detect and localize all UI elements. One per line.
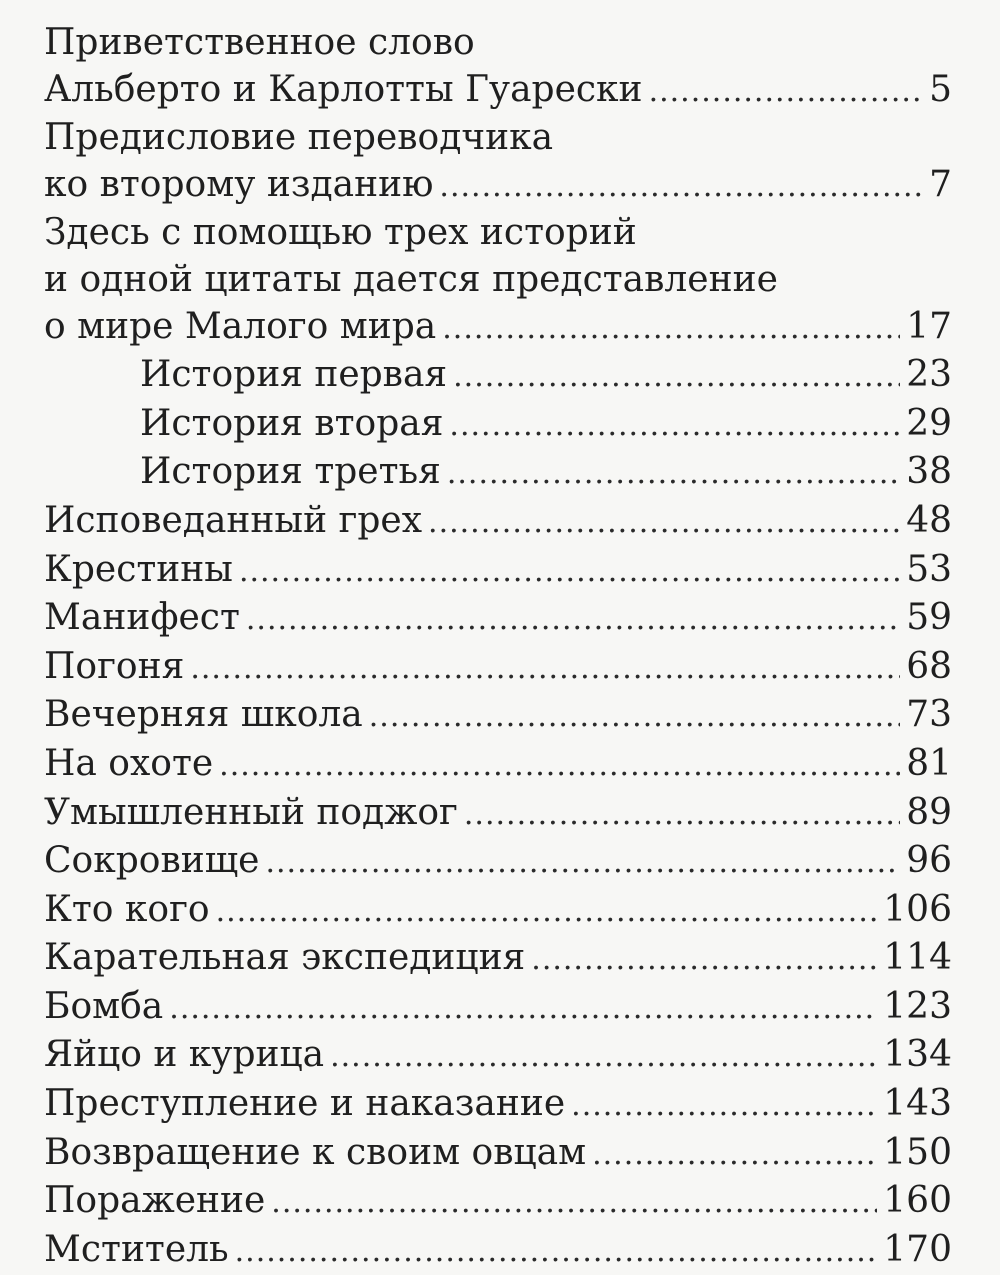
toc-entry-final-line xyxy=(44,162,952,211)
toc-entry-final-line xyxy=(44,1227,952,1275)
toc-entry-title: Крестины xyxy=(44,548,233,590)
toc-entry[interactable] xyxy=(44,935,952,984)
toc-entry-title: Предисловие переводчика xyxy=(44,117,554,159)
toc-entry[interactable] xyxy=(44,1032,952,1081)
toc-entry[interactable] xyxy=(44,741,952,790)
toc-entry-title: Карательная экспедиция xyxy=(44,937,526,979)
toc-page-number: 68 xyxy=(906,645,952,687)
toc-page-number: 38 xyxy=(906,451,952,493)
dot-leader xyxy=(592,1132,877,1179)
toc-entry-title: История вторая xyxy=(140,402,444,444)
toc-entry-title: Преступление и наказание xyxy=(44,1083,566,1125)
toc-page-number: 143 xyxy=(883,1083,952,1125)
dot-leader xyxy=(216,889,878,936)
toc-entry-final-line xyxy=(44,887,952,936)
toc-page-number: 170 xyxy=(883,1228,952,1270)
toc-entry-final-line xyxy=(44,352,952,401)
toc-page-number: 59 xyxy=(906,597,952,639)
toc-page-number: 160 xyxy=(883,1180,952,1222)
toc-page-number: 106 xyxy=(883,888,952,930)
toc-page-number: 5 xyxy=(929,68,952,110)
toc-entry-final-line xyxy=(44,741,952,790)
toc-entry[interactable] xyxy=(44,352,952,401)
toc-entry[interactable] xyxy=(44,595,952,644)
toc-entry-title: Альберто и Карлотты Гуарески xyxy=(44,68,643,110)
toc-entry-final-line xyxy=(44,595,952,644)
dot-leader xyxy=(246,597,900,644)
toc-entry[interactable] xyxy=(44,887,952,936)
toc-page-number: 150 xyxy=(883,1131,952,1173)
toc-entry-title: Умышленный поджог xyxy=(44,791,458,833)
toc-entry-final-line xyxy=(44,67,952,116)
toc-entry-title: о мире Малого мира xyxy=(44,305,437,347)
toc-entry[interactable] xyxy=(44,1081,952,1130)
toc-entry-title: На охоте xyxy=(44,742,214,784)
toc-page-number: 123 xyxy=(883,985,952,1027)
toc-entry-final-line xyxy=(44,644,952,693)
dot-leader xyxy=(571,1083,877,1130)
toc-page-number: 23 xyxy=(906,354,952,396)
toc-entry-final-line xyxy=(44,984,952,1033)
toc-page-number: 73 xyxy=(906,694,952,736)
toc-entry-final-line xyxy=(44,498,952,547)
dot-leader xyxy=(190,646,900,693)
toc-entry-title: ко второму изданию xyxy=(44,163,434,205)
toc-entry[interactable] xyxy=(44,1178,952,1227)
dot-leader xyxy=(428,500,900,547)
toc-entry-final-line xyxy=(44,1081,952,1130)
toc-entry-title: Бомба xyxy=(44,985,164,1027)
toc-entry-title: Возвращение к своим овцам xyxy=(44,1131,587,1173)
toc-page-number: 29 xyxy=(906,402,952,444)
toc-entry-final-line xyxy=(44,935,952,984)
dot-leader xyxy=(439,164,923,211)
toc-entry-final-line xyxy=(44,1130,952,1179)
dot-leader xyxy=(169,986,877,1033)
dot-leader xyxy=(330,1034,877,1081)
dot-leader xyxy=(235,1229,878,1275)
toc-entry-title: Приветственное слово xyxy=(44,22,475,63)
toc-entry-final-line xyxy=(44,449,952,498)
toc-entry-title: Здесь с помощью трех историй xyxy=(44,212,637,254)
toc-entry-title: Вечерняя школа xyxy=(44,694,363,736)
toc-entry-final-line xyxy=(44,547,952,596)
toc-entry[interactable] xyxy=(44,984,952,1033)
toc-entry-line xyxy=(44,20,952,67)
toc-entry-final-line xyxy=(44,692,952,741)
toc-entry[interactable] xyxy=(44,1130,952,1179)
toc-entry-title: Манифест xyxy=(44,597,240,639)
toc-page-number: 96 xyxy=(906,840,952,882)
toc-entry[interactable] xyxy=(44,547,952,596)
dot-leader xyxy=(442,306,900,353)
toc-entry-title: Погоня xyxy=(44,645,185,687)
dot-leader xyxy=(464,792,900,839)
dot-leader xyxy=(239,549,900,596)
dot-leader xyxy=(369,694,900,741)
toc-entry-title: Яйцо и курица xyxy=(44,1034,325,1076)
toc-page-number: 89 xyxy=(906,791,952,833)
dot-leader xyxy=(453,354,900,401)
toc-entry-title: Исповеданный грех xyxy=(44,499,423,541)
toc-entry-final-line xyxy=(44,790,952,839)
toc-entry[interactable] xyxy=(44,790,952,839)
toc-entry-line xyxy=(44,210,952,257)
toc-entry[interactable] xyxy=(44,210,952,352)
dot-leader xyxy=(265,840,900,887)
dot-leader xyxy=(447,451,900,498)
toc-entry[interactable] xyxy=(44,838,952,887)
toc-entry-title: Мститель xyxy=(44,1228,229,1270)
toc-page-number: 114 xyxy=(883,937,952,979)
toc-entry-title: Кто кого xyxy=(44,888,210,930)
toc-entry[interactable] xyxy=(44,644,952,693)
toc-entry-title: История третья xyxy=(140,451,441,493)
toc-entry-line xyxy=(44,115,952,162)
toc-entry[interactable] xyxy=(44,115,952,210)
dot-leader xyxy=(449,403,900,450)
dot-leader xyxy=(649,69,924,116)
toc-entry[interactable] xyxy=(44,401,952,450)
toc-entry-line xyxy=(44,257,952,304)
dot-leader xyxy=(531,937,877,984)
dot-leader xyxy=(271,1180,877,1227)
toc-entry[interactable] xyxy=(44,1227,952,1275)
toc-entry-title: История первая xyxy=(140,354,448,396)
table-of-contents xyxy=(44,20,952,1275)
toc-page-number: 81 xyxy=(906,742,952,784)
toc-entry[interactable] xyxy=(44,498,952,547)
toc-entry-final-line xyxy=(44,838,952,887)
toc-entry-title: и одной цитаты дается представление xyxy=(44,258,778,300)
toc-entry[interactable] xyxy=(44,20,952,115)
toc-entry-final-line xyxy=(44,1178,952,1227)
toc-entry-final-line xyxy=(44,304,952,353)
toc-entry[interactable] xyxy=(44,449,952,498)
toc-page-number: 48 xyxy=(906,499,952,541)
toc-entry-title: Поражение xyxy=(44,1180,266,1222)
toc-entry-final-line xyxy=(44,401,952,450)
dot-leader xyxy=(219,743,900,790)
toc-entry[interactable] xyxy=(44,692,952,741)
toc-page-number: 17 xyxy=(906,305,952,347)
toc-page-number: 7 xyxy=(929,163,952,205)
toc-page-number: 134 xyxy=(883,1034,952,1076)
toc-entry-title: Сокровище xyxy=(44,840,260,882)
toc-page-number: 53 xyxy=(906,548,952,590)
toc-entry-final-line xyxy=(44,1032,952,1081)
